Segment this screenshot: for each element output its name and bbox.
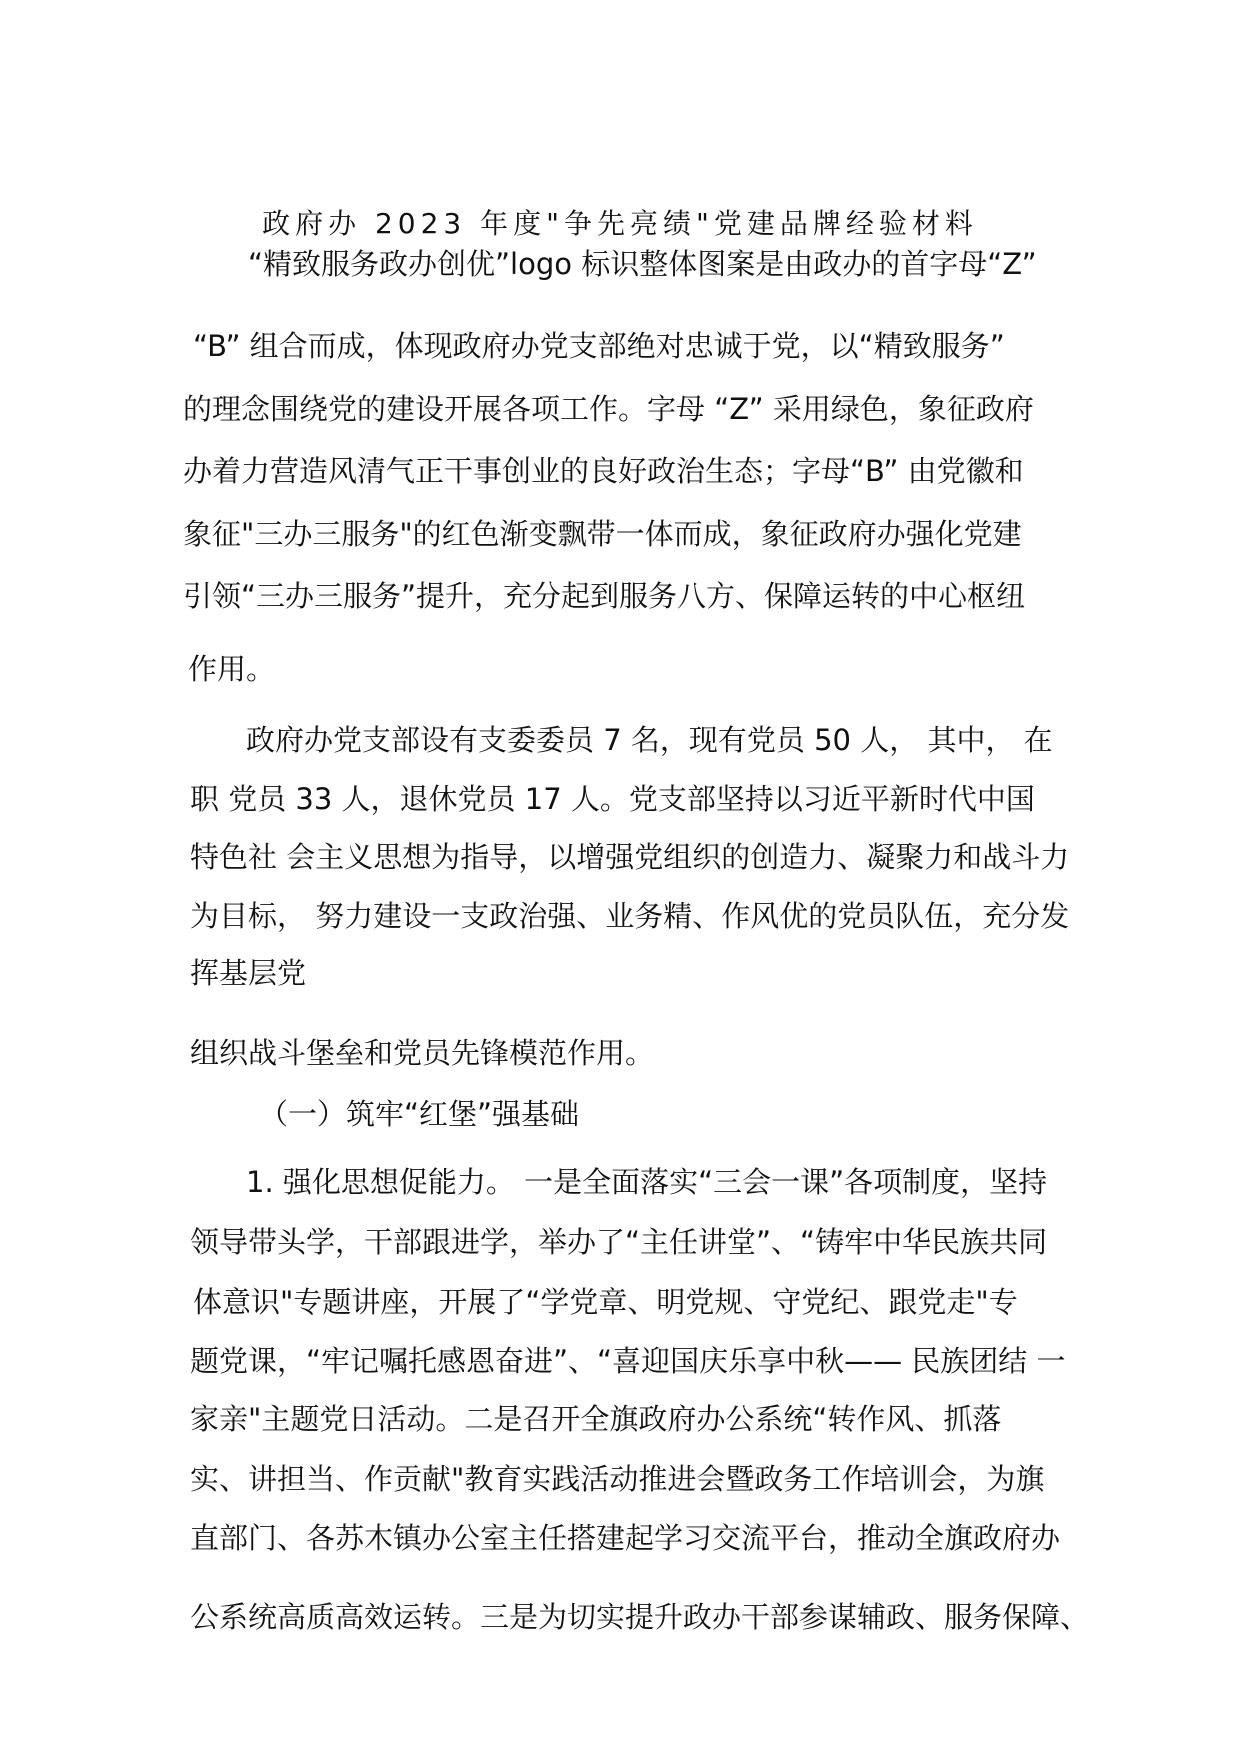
paragraph-line: 的理念围绕党的建设开展各项工作。字母 “Z” 采用绿色，象征政府 xyxy=(183,392,1034,426)
document-title: 政府办 2023 年度"争先亮绩"党建品牌经验材料 xyxy=(262,207,978,240)
paragraph-line: 作用。 xyxy=(188,652,276,686)
paragraph-line: 特色社 会主义思想为指导，以增强党组织的创造力、凝聚力和战斗力 xyxy=(190,840,1070,874)
paragraph-line: 象征"三办三服务"的红色渐变飘带一体而成，象征政府办强化党建 xyxy=(183,517,1022,551)
paragraph-line: “精致服务政办创优”logo 标识整体图案是由政办的首字母“Z” xyxy=(248,247,1037,281)
paragraph-line: 为目标， 努力建设一支政治强、业务精、作风优的党员队伍，充分发 xyxy=(190,899,1070,933)
paragraph-line: 题党课，“牢记嘱托感恩奋进”、“喜迎国庆乐享中秋—— 民族团结 一 xyxy=(190,1344,1066,1378)
paragraph-line: 家亲"主题党日活动。二是召开全旗政府办公系统“转作风、抓落 xyxy=(190,1402,1002,1436)
paragraph-line: 挥基层党 xyxy=(190,956,307,990)
paragraph-line: 政府办党支部设有支委委员 7 名，现有党员 50 人， 其中， 在 xyxy=(246,723,1053,757)
paragraph-line: 直部门、各苏木镇办公室主任搭建起学习交流平台，推动全旗政府办 xyxy=(190,1521,1061,1555)
paragraph-line: 公系统高质高效运转。三是为切实提升政办干部参谋辅政、服务保障、 xyxy=(190,1600,1090,1634)
paragraph-line: 体意识"专题讲座，开展了“学党章、明党规、守党纪、跟党走"专 xyxy=(193,1285,1018,1319)
paragraph-line: “B” 组合而成，体现政府办党支部绝对忠诚于党，以“精致服务” xyxy=(193,329,1005,363)
paragraph-line: 职 党员 33 人，退休党员 17 人。党支部坚持以习近平新时代中国 xyxy=(190,782,1035,816)
paragraph-line: 办着力营造风清气正干事创业的良好政治生态；字母“B” 由党徽和 xyxy=(183,454,1024,488)
paragraph-line: 1. 强化思想促能力。 一是全面落实“三会一课”各项制度，坚持 xyxy=(246,1165,1048,1199)
paragraph-line: 领导带头学，干部跟进学，举办了“主任讲堂”、“铸牢中华民族共同 xyxy=(190,1225,1048,1259)
paragraph-line: 实、讲担当、作贡献"教育实践活动推进会暨政务工作培训会，为旗 xyxy=(190,1462,1045,1496)
paragraph-line: 引领“三办三服务”提升，充分起到服务八方、保障运转的中心枢纽 xyxy=(183,579,1026,613)
paragraph-line: 组织战斗堡垒和党员先锋模范作用。 xyxy=(190,1036,655,1070)
section-heading: （一）筑牢“红堡”强基础 xyxy=(259,1097,580,1131)
